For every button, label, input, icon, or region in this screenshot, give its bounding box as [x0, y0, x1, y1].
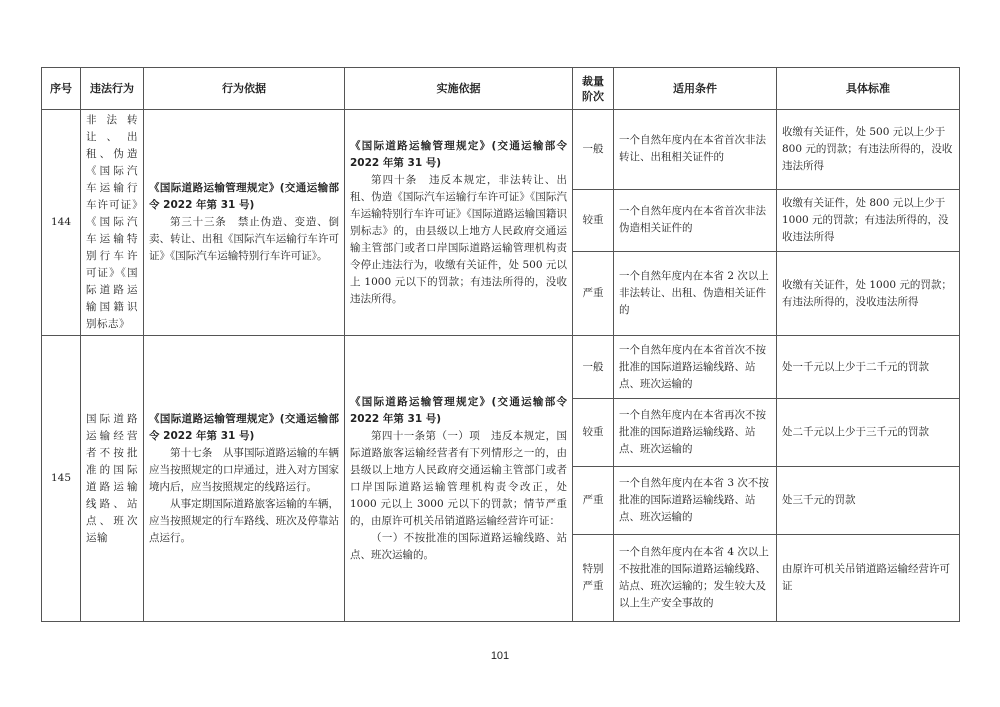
table-row	[42, 110, 960, 190]
condition-cell: 一个自然年度内在本省首次不按批准的国际道路运输线路、站点、班次运输的	[614, 336, 777, 399]
implementation-cell	[345, 336, 573, 622]
header-conditions: 适用条件	[614, 68, 777, 110]
impl-paragraph: （一）不按批准的国际道路运输线路、站点、班次运输的。	[350, 531, 567, 561]
basis-title: 《国际道路运输管理规定》(交通运输部令 2022 年第 31 号)	[149, 182, 339, 211]
standard-cell: 收缴有关证件，处 500 元以上少于 800 元的罚款；有违法所得的，没收违法所得	[777, 110, 960, 190]
level-cell: 较重	[573, 189, 614, 251]
header-standard: 具体标准	[777, 68, 960, 110]
implementation-cell	[345, 110, 573, 336]
violation-text: 非法转让、出租、伪造《国际汽车运输行车许可证》《国际汽车运输特别行车许可证》《国际道路运输国籍识别标志》	[81, 110, 144, 336]
condition-cell: 一个自然年度内在本省首次非法伪造相关证件的	[614, 189, 777, 251]
standard-cell: 处三千元的罚款	[777, 467, 960, 535]
basis-paragraph: 第十七条 从事国际道路运输的车辆应当按照规定的口岸通过，进入对方国家境内后，应当按照规定的线路运行。	[149, 446, 339, 493]
header-violation: 违法行为	[81, 68, 144, 110]
level-cell: 特别 严重	[573, 535, 614, 622]
violation-text: 国际道路运输经营者不按批准的国际道路运输线路、站点、班次运输	[81, 336, 144, 622]
standard-cell: 处二千元以上少于三千元的罚款	[777, 399, 960, 467]
level-cell: 严重	[573, 252, 614, 336]
basis-cell	[144, 336, 345, 622]
header-level: 裁量 阶次	[573, 68, 614, 110]
basis-title: 《国际道路运输管理规定》(交通运输部令 2022 年第 31 号)	[149, 412, 339, 442]
standard-cell: 由原许可机关吊销道路运输经营许可证	[777, 535, 960, 622]
row-seq: 145	[42, 336, 81, 622]
basis-paragraph: 第三十三条 禁止伪造、变造、倒卖、转让、出租《国际汽车运输行车许可证》《国际汽车运输特别行车许可证》。	[149, 216, 339, 262]
table-row	[42, 336, 960, 399]
header-basis: 行为依据	[144, 68, 345, 110]
regulation-table	[41, 67, 960, 622]
impl-paragraph: 第四十一条第（一）项 违反本规定，国际道路旅客运输经营者有下列情形之一的，由县级以上地方人民政府交通运输主管部门或者口岸国际道路运输管理机构责令改正，处 1000 元以上 3000 元以下的罚款；情节严重的，由原许可机关吊销道路运输经营许可证：	[350, 429, 567, 527]
impl-paragraph: 第四十条 违反本规定，非法转让、出租、伪造《国际汽车运输行车许可证》《国际汽车运输特别行车许可证》《国际道路运输国籍识别标志》的，由县级以上地方人民政府交通运输主管部门或者口岸国际道路运输管理机构责令停止违法行为，收缴有关证件，处 500 元以上 1000 元以下的罚款；有违法所得的，没收违法所得。	[350, 173, 567, 305]
level-cell: 严重	[573, 467, 614, 535]
level-cell: 较重	[573, 399, 614, 467]
level-cell: 一般	[573, 336, 614, 399]
condition-cell: 一个自然年度内在本省 2 次以上非法转让、出租、伪造相关证件的	[614, 252, 777, 336]
header-implementation: 实施依据	[345, 68, 573, 110]
row-seq: 144	[42, 110, 81, 336]
condition-cell: 一个自然年度内在本省再次不按批准的国际道路运输线路、站点、班次运输的	[614, 399, 777, 467]
standard-cell: 收缴有关证件，处 1000 元的罚款；有违法所得的，没收违法所得	[777, 252, 960, 336]
standard-cell: 处一千元以上少于二千元的罚款	[777, 336, 960, 399]
basis-cell	[144, 110, 345, 336]
page-number: 101	[490, 650, 510, 662]
standard-cell: 收缴有关证件，处 800 元以上少于 1000 元的罚款；有违法所得的，没收违法所得	[777, 189, 960, 251]
impl-title: 《国际道路运输管理规定》(交通运输部令 2022 年第 31 号)	[350, 395, 567, 425]
header-seq: 序号	[42, 68, 81, 110]
basis-paragraph: 从事定期国际道路旅客运输的车辆，应当按照规定的行车路线、班次及停靠站点运行。	[149, 497, 339, 544]
header-row	[42, 68, 960, 110]
impl-title: 《国际道路运输管理规定》(交通运输部令 2022 年第 31 号)	[350, 139, 567, 169]
condition-cell: 一个自然年度内在本省 4 次以上不按批准的国际道路运输线路、站点、班次运输的；发生较大及以上生产安全事故的	[614, 535, 777, 622]
condition-cell: 一个自然年度内在本省首次非法转让、出租相关证件的	[614, 110, 777, 190]
condition-cell: 一个自然年度内在本省 3 次不按批准的国际道路运输线路、站点、班次运输的	[614, 467, 777, 535]
level-cell: 一般	[573, 110, 614, 190]
